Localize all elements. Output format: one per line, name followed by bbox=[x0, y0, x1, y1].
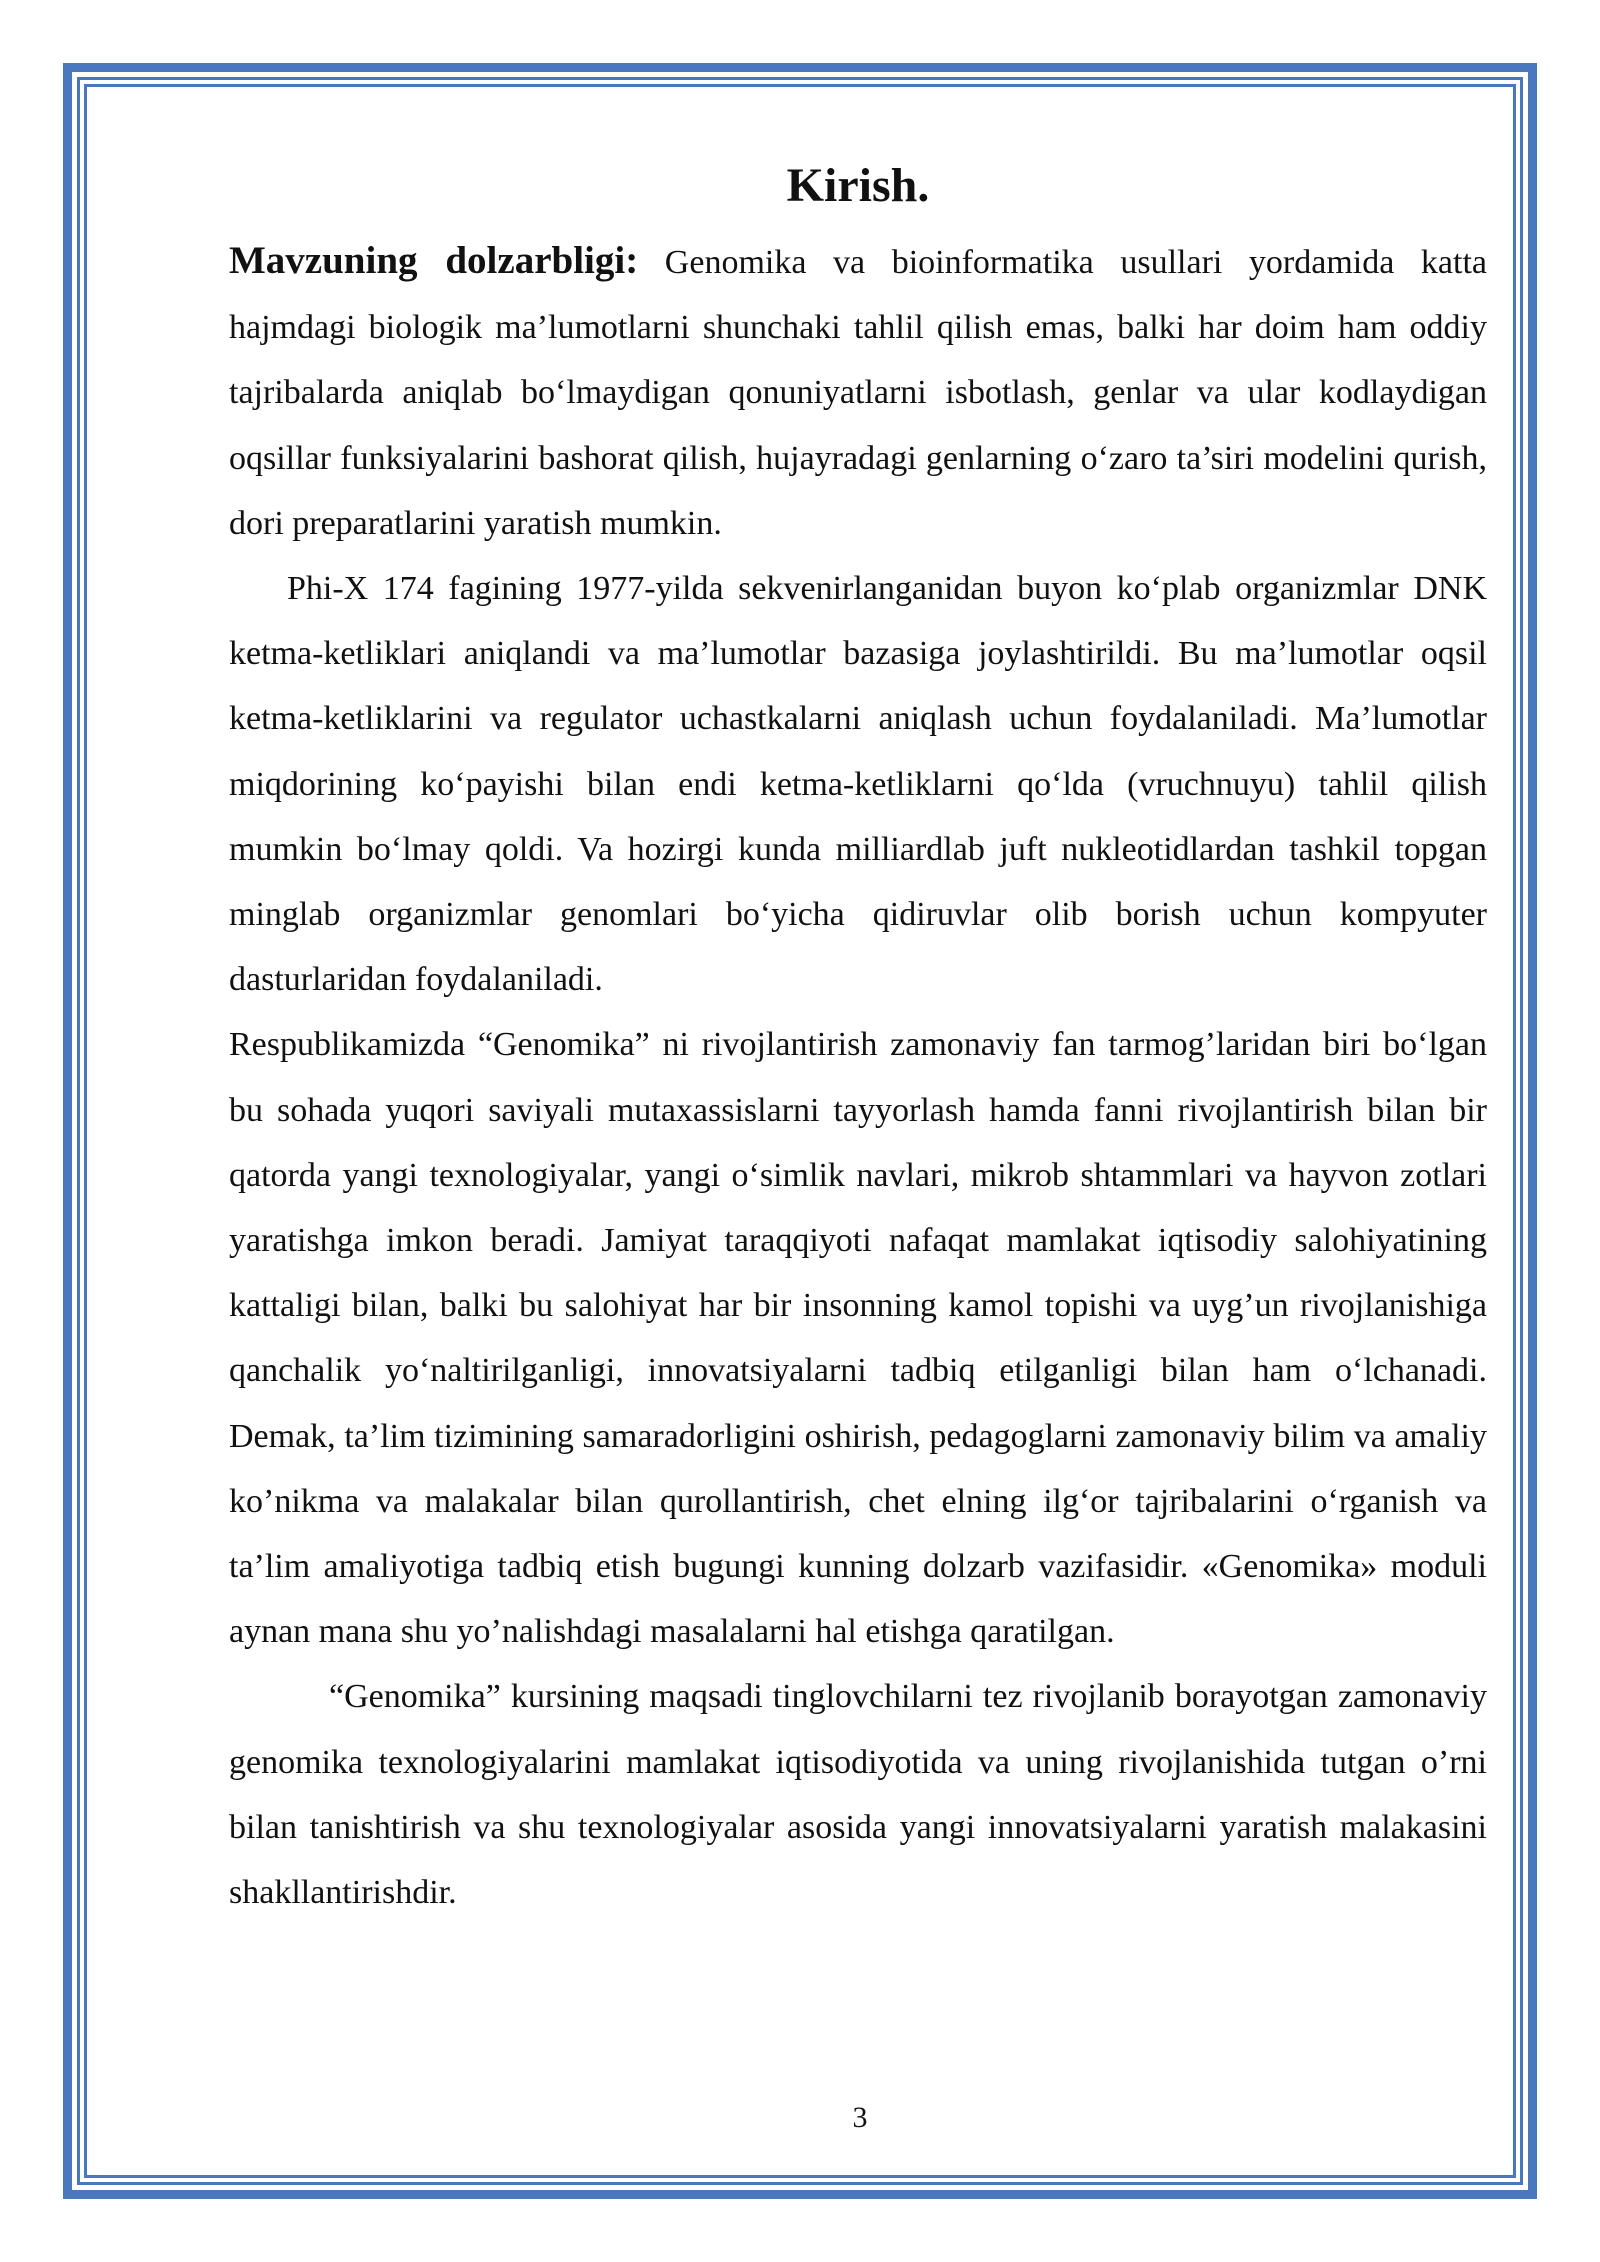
paragraph-4: “Genomika” kursining maqsadi tinglovchilarni tez rivojlanib borayotgan zamonaviy genomika texnologiyalarini mamlakat iqtisodiyotida va uning rivojlanishida tutgan o’rni bilan tanishtirish va shu texnologiyalar asosida yangi innovatsiyalarni yaratish malakasini shakllantirishdir. bbox=[229, 1678, 1487, 1912]
paragraph-3: Respublikamizda “Genomika” ni rivojlantirish zamonaviy fan tarmog’laridan biri bo‘lgan bu sohada yuqori saviyali mutaxassislarni tayyorlash hamda fanni rivojlantirish bilan bir qatorda yangi texnologiyalar, yangi o‘simlik navlari, mikrob shtammlari va hayvon zotlari yaratishga imkon beradi. Jamiyat taraqqiyoti nafaqat mamlakat iqtisodiy salohiyatining kattaligi bilan, balki bu salohiyat har bir insonning kamol topishi va uyg’un rivojlanishiga qanchalik yo‘naltirilganligi, innovatsiyalarni tadbiq etilganligi bilan ham o‘lchanadi. Demak, ta’lim tizimining samaradorligini oshirish, pedagoglarni zamonaviy bilim va amaliy ko’nikma va malakalar bilan qurollantirish, chet elning ilg‘or tajribalarini o‘rganish va ta’lim amaliyotiga tadbiq etish bugungi kunning dolzarb vazifasidir. «Genomika» moduli aynan mana shu yo’nalishdagi masalalarni hal etishga qaratilgan. bbox=[229, 1026, 1487, 1651]
page-title: Kirish. bbox=[786, 159, 930, 212]
intro-lead-label: Mavzuning dolzarbligi: bbox=[229, 239, 639, 282]
intro-text: Genomika va bioinformatika usullari yordamida katta hajmdagi biologik ma’lumotlarni shunchaki tahlil qilish emas, balki har doim ham oddiy tajribalarda aniqlab bo‘lmaydigan qonuniyatlarni isbotlash, genlar va ular kodlaydigan oqsillar funksiyalarini bashorat qilish, hujayradagi genlarning o‘zaro ta’siri modelini qurish, dori preparatlarini yaratish mumkin. bbox=[229, 244, 1487, 542]
paragraph-intro bbox=[229, 228, 1487, 556]
document-body bbox=[229, 150, 1487, 1925]
page-number: 3 bbox=[852, 2101, 868, 2134]
paragraph-2: Phi-X 174 fagining 1977-yilda sekvenirlanganidan buyon ko‘plab organizmlar DNK ketma-ketliklari aniqlandi va ma’lumotlar bazasiga joylashtirildi. Bu ma’lumotlar oqsil ketma-ketliklarini va regulator uchastkalarni aniqlash uchun foydalaniladi. Ma’lumotlar miqdorining ko‘payishi bilan endi ketma-ketliklarni qo‘lda (vruchnuyu) tahlil qilish mumkin bo‘lmay qoldi. Va hozirgi kunda milliardlab juft nukleotidlardan tashkil topgan minglab organizmlar genomlari bo‘yicha qidiruvlar olib borish uchun kompyuter dasturlaridan foydalaniladi. bbox=[229, 570, 1487, 999]
